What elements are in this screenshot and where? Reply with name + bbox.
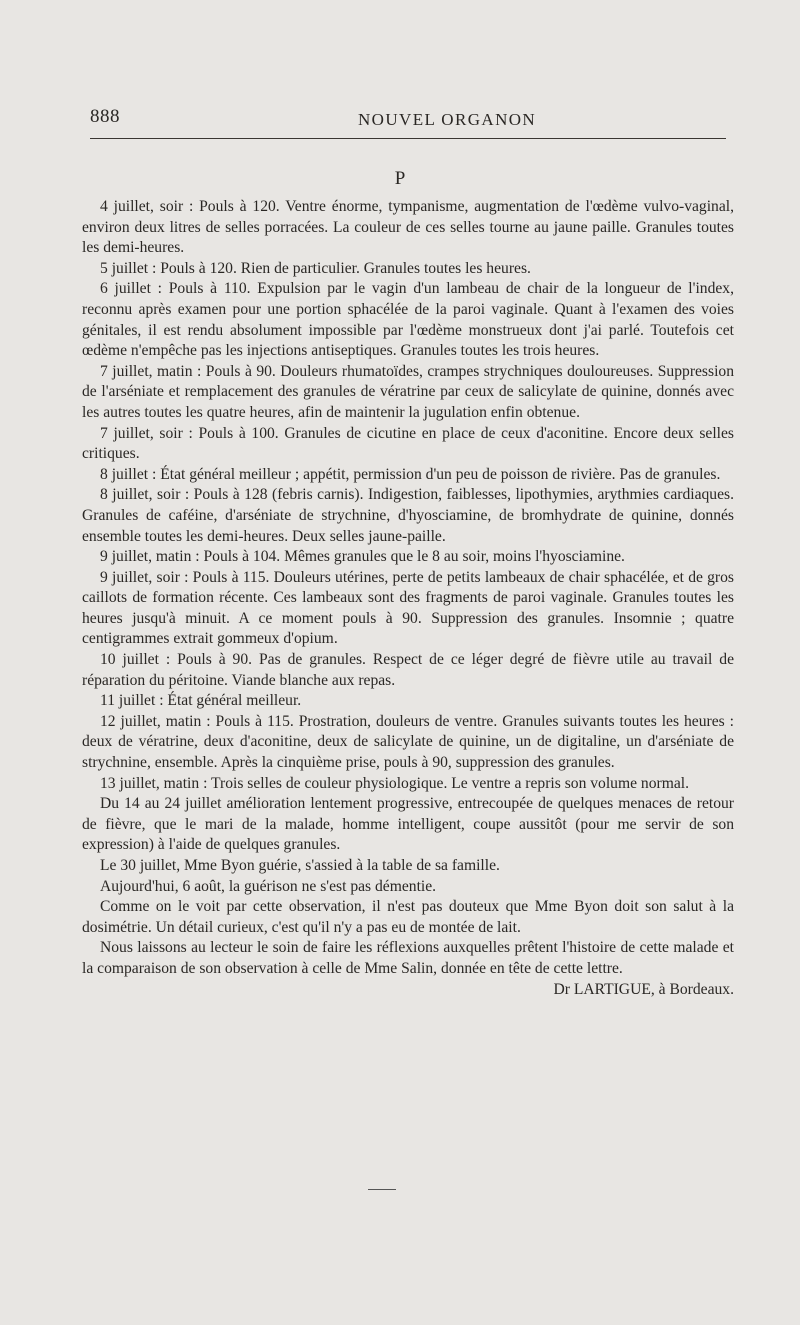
section-letter: P [394, 168, 406, 189]
paragraph: Nous laissons au lecteur le soin de faire les réflexions auxquelles prêtent l'histoire de cette malade et la comparaison de son observation à celle de Mme Salin, donnée en tête de cette lettre. [82, 939, 734, 977]
paragraph: 6 juillet : Pouls à 110. Expulsion par le vagin d'un lambeau de chair de la longueur de l'index, reconnu après examen pour une portion sphacélée de la paroi vaginale. Quant à l'examen des voies génitales, il est rendu absolument impossible par l'œdème monstrueux dont j'ai parlé. Toutefois cet œdème n'empêche pas les injections antiseptiques. Granules toutes les trois heures. [82, 280, 734, 360]
paragraph: 13 juillet, matin : Trois selles de couleur physiologique. Le ventre a repris son volume normal. [100, 774, 689, 792]
paragraph: Comme on le voit par cette observation, il n'est pas douteux que Mme Byon doit son salut à la dosimétrie. Un détail curieux, c'est qu'il n'y a pas eu de montée de lait. [82, 898, 734, 936]
paragraph: 8 juillet : État général meilleur ; appétit, permission d'un peu de poisson de rivière. Pas de granules. [100, 465, 721, 483]
paragraph: 4 juillet, soir : Pouls à 120. Ventre énorme, tympanisme, augmentation de l'œdème vulvo-vaginal, environ deux litres de selles porracées. La couleur de ces selles tourne au jaune paille. Granules toutes les demi-heures. [82, 198, 734, 257]
paragraph: 9 juillet, matin : Pouls à 104. Mêmes granules que le 8 au soir, moins l'hyosciamine. [100, 548, 625, 566]
paragraph: Aujourd'hui, 6 août, la guérison ne s'est pas démentie. [100, 877, 437, 895]
paragraph: 5 juillet : Pouls à 120. Rien de particulier. Granules toutes les heures. [100, 259, 531, 277]
paragraph: 9 juillet, soir : Pouls à 115. Douleurs utérines, perte de petits lambeaux de chair sphacélée, et de gros caillots de formation récente. Ces lambeaux sont des fragments de paroi vaginale. Granules toutes les heures jusqu'à minuit. A ce moment pouls à 90. Suppression des granules. Insomnie ; quatre centigrammes extrait gommeux d'opium. [82, 568, 734, 648]
running-title: NOUVEL ORGANON [358, 110, 537, 129]
page-number: 888 [90, 106, 120, 127]
author-signature: Dr LARTIGUE, à Bordeaux. [553, 980, 734, 998]
paragraph: 12 juillet, matin : Pouls à 115. Prostration, douleurs de ventre. Granules suivants toutes les heures : deux de vératrine, deux d'aconitine, deux de salicylate de quinine, un de digitaline, un d'arséniate de strychnine, ensemble. Après la cinquième prise, pouls à 90, suppression des granules. [82, 712, 734, 772]
paragraph: Le 30 juillet, Mme Byon guérie, s'assied à la table de sa famille. [100, 857, 500, 874]
header-rule [90, 138, 726, 139]
paragraph: 7 juillet, soir : Pouls à 100. Granules de cicutine en place de ceux d'aconitine. Encore deux selles critiques. [82, 424, 734, 463]
paragraph: 10 juillet : Pouls à 90. Pas de granules. Respect de ce léger degré de fièvre utile au travail de réparation du péritoine. Viande blanche aux repas. [82, 651, 734, 689]
page-header [90, 96, 726, 136]
end-rule [368, 1189, 396, 1190]
paragraph: 11 juillet : État général meilleur. [100, 692, 302, 710]
paragraph: 7 juillet, matin : Pouls à 90. Douleurs rhumatoïdes, crampes strychniques douloureuses. Suppression de l'arséniate et remplacement des granules de vératrine par ceux de salicylate de quinine, donnés avec les autres toutes les quatre heures, afin de maintenir la jugulation enfin obtenue. [82, 362, 734, 421]
paragraph: Du 14 au 24 juillet amélioration lentement progressive, entrecoupée de quelques menaces de retour de fièvre, que le mari de la malade, homme intelligent, coupe aussitôt (pour me servir de son expression) à l'aide de quelques granules. [82, 795, 734, 854]
body-text [82, 197, 734, 1000]
paragraph: 8 juillet, soir : Pouls à 128 (febris carnis). Indigestion, faiblesses, lipothymies, arythmies cardiaques. Granules de caféine, d'arséniate de strychnine, d'hyosciamine, de bromhydrate de quinine, donnés ensemble toutes les demi-heures. Deux selles jaune-paille. [82, 486, 734, 545]
